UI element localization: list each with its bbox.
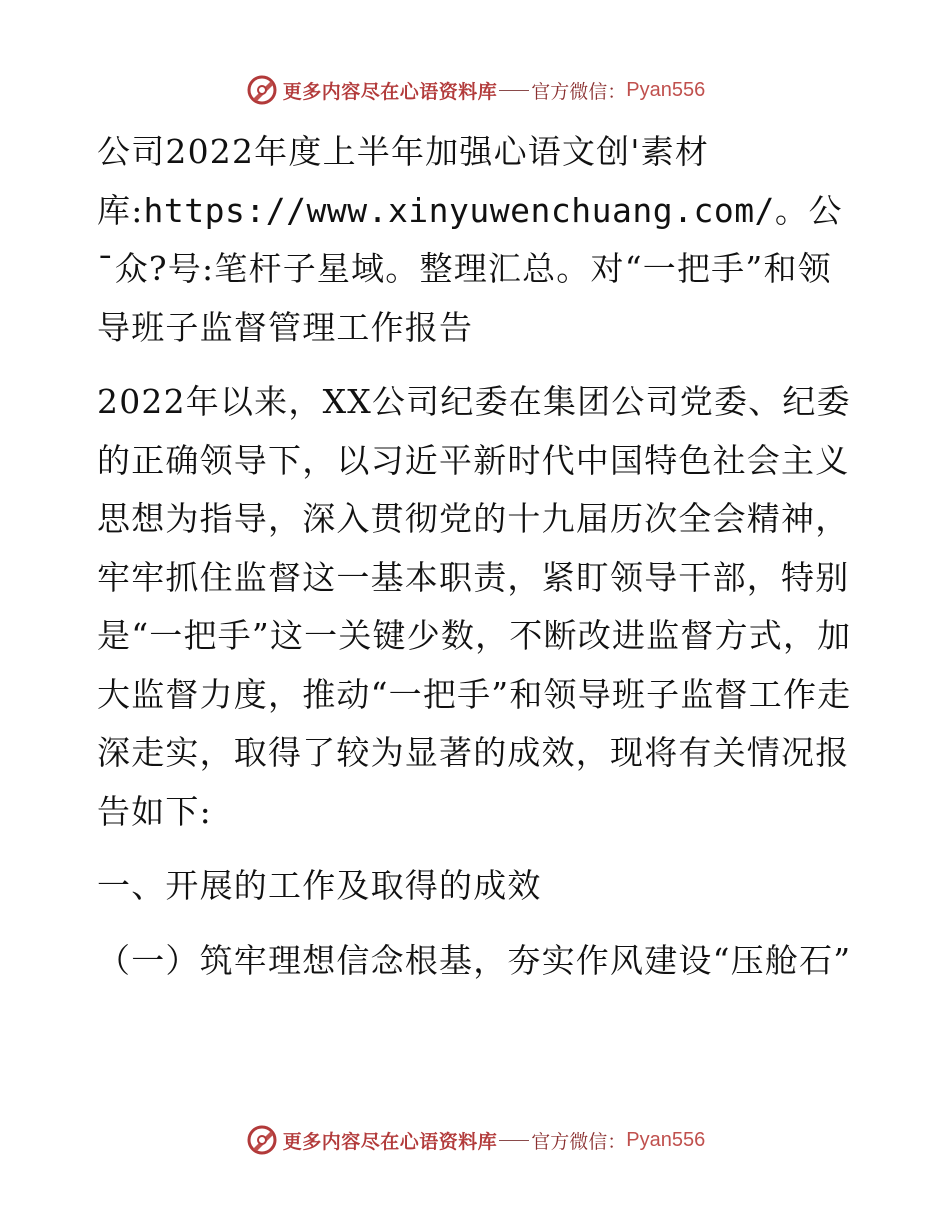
document-body xyxy=(97,123,857,990)
promo-text: 更多内容尽在心语资料库 xyxy=(282,1130,498,1153)
separator-line xyxy=(499,90,529,91)
footer-watermark xyxy=(0,1120,950,1160)
promo-text: 更多内容尽在心语资料库 xyxy=(282,80,498,103)
wechat-label: 官方微信： xyxy=(531,80,627,103)
wechat-handle: Pyan556 xyxy=(626,78,706,101)
section-heading: 一、开展的工作及取得的成效 xyxy=(97,866,542,905)
wechat-handle: Pyan556 xyxy=(626,1128,706,1151)
separator-line xyxy=(499,1140,529,1141)
document-title xyxy=(97,123,857,357)
header-watermark xyxy=(0,70,950,110)
wechat-label: 官方微信： xyxy=(531,1130,627,1153)
title-url: https://www.xinyuwenchuang.com/。 xyxy=(143,190,809,230)
intro-paragraph: 2022年以来，XX公司纪委在集团公司党委、纪委的正确领导下，以习近平新时代中国特色社会主义思想为指导，深入贯彻党的十九届历次全会精神，牢牢抓住监督这一基本职责，紧盯领导干部，特别是“一把手”这一关键少数，不断改进监督方式，加大监督力度，推动“一把手”和领导班子监督工作走深走实，取得了较为显著的成效，现将有关情况报告如下: xyxy=(97,382,852,831)
quill-logo-icon xyxy=(245,1123,279,1157)
quill-logo-icon xyxy=(245,73,279,107)
subsection-heading: （一）筑牢理想信念根基，夯实作风建设“压舱石” xyxy=(97,940,852,980)
title-suffix: 公¯众?号:笔杆子星域。整理汇总。对“一把手”和领导班子监督管理工作报告 xyxy=(97,190,843,347)
title-prefix: 公司2022年度上半年加强心语文创'素材库: xyxy=(97,132,710,230)
